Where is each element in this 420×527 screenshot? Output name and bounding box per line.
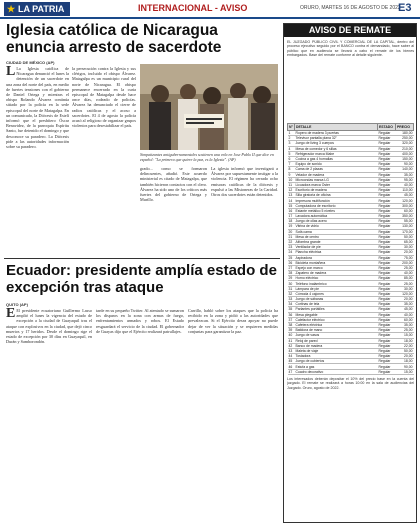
table-cell-n: 45 — [288, 359, 295, 364]
table-cell-state: Regular — [378, 281, 396, 286]
table-cell-n: 8 — [288, 167, 295, 172]
table-cell-detail: Refrigerador marca Mabe — [295, 151, 378, 156]
table-cell-price: 95,00 — [396, 177, 414, 182]
table-cell-detail: Microondas marca LG — [295, 177, 378, 182]
table-cell-detail: Computadora de escritorio — [295, 203, 378, 208]
table-cell-price: 90,00 — [396, 364, 414, 369]
column-header: N° — [289, 125, 293, 129]
table-cell-price: 140,00 — [396, 167, 414, 172]
table-cell-n: 18 — [288, 219, 295, 224]
table-cell-detail: Reloj de pared — [295, 338, 378, 343]
table-cell-detail: Juego de living 3 cuerpos — [295, 141, 378, 146]
table-cell-detail: Impresora multifunción — [295, 198, 378, 203]
article1-column-4 — [211, 166, 278, 256]
table-cell-price: 35,00 — [396, 322, 414, 327]
table-cell-price: 20,00 — [396, 297, 414, 302]
table-cell-n: 1 — [288, 131, 295, 136]
table-cell-n: 40 — [288, 333, 295, 338]
table-cell-detail: Espejo con marco — [295, 265, 378, 270]
article1-col4-text: La iglesia informó que investigará a Álvarez por supuestamente instigar a la violencia. El régimen ha cerrado ocho emisoras católicas de la diócesis y expulsó a las Misioneras de la Caridad. Otros dos sacerdotes están detenidos. — [211, 166, 278, 198]
table-cell-state: Regular — [378, 338, 396, 343]
table-cell-price: 35,00 — [396, 302, 414, 307]
table-cell-n: 34 — [288, 302, 295, 307]
article1-photo — [140, 64, 278, 150]
section-divider — [4, 258, 280, 259]
table-cell-state: Regular — [378, 151, 396, 156]
table-cell-detail: Juego de vasos — [295, 333, 378, 338]
table-cell-n: 29 — [288, 276, 295, 281]
table-cell-price: 20,00 — [396, 354, 414, 359]
table-cell-n: 25 — [288, 255, 295, 260]
table-cell-price: 60,00 — [396, 208, 414, 213]
page-header — [0, 0, 420, 19]
table-cell-n: 47 — [288, 369, 295, 374]
article2-dateline: QUITO (AP) — [6, 302, 28, 307]
table-cell-state: Regular — [378, 156, 396, 161]
table-cell-n: 15 — [288, 203, 295, 208]
article1-column-2 — [72, 66, 136, 256]
table-cell-price: 200,00 — [396, 260, 414, 265]
drop-cap: E — [6, 308, 16, 321]
table-cell-n: 14 — [288, 198, 295, 203]
table-cell-state: Regular — [378, 250, 396, 255]
table-cell-state: Regular — [378, 214, 396, 219]
table-cell-price: 120,00 — [396, 198, 414, 203]
table-cell-detail: Sofá cama — [295, 229, 378, 234]
table-cell-price: 85,00 — [396, 276, 414, 281]
table-cell-n: 11 — [288, 182, 295, 187]
table-cell-detail: Mesa de comedor y 6 sillas — [295, 146, 378, 151]
table-cell-n: 20 — [288, 229, 295, 234]
page-number: E3 — [398, 2, 412, 14]
table-cell-n: 12 — [288, 188, 295, 193]
table-cell-n: 44 — [288, 354, 295, 359]
table-cell-price: 50,00 — [396, 234, 414, 239]
table-cell-n: 4 — [288, 146, 295, 151]
column-header: DETALLE — [295, 124, 378, 131]
table-cell-price: 130,00 — [396, 224, 414, 229]
table-cell-state: Regular — [378, 239, 396, 244]
table-cell-detail: Vitrina de vidrio — [295, 224, 378, 229]
table-cell-price: 60,00 — [396, 317, 414, 322]
table-cell-detail: Alfombra grande — [295, 239, 378, 244]
table-cell-price: 250,00 — [396, 136, 414, 141]
table-cell-price: 30,00 — [396, 245, 414, 250]
notice-footer: Los interesados deberán depositar el 10% del precio base en la cuenta del juzgado. El remate se realizará a horas 10:00 en la sala de audiencias del Juzgado. Oruro, agosto de 2022. — [287, 377, 414, 390]
table-cell-detail: Juego de ollas acero — [295, 219, 378, 224]
table-cell-n: 6 — [288, 156, 295, 161]
table-cell-detail: Cortinas de tela — [295, 302, 378, 307]
table-cell-detail: Velador de madera — [295, 172, 378, 177]
table-cell-price: 170,00 — [396, 229, 414, 234]
table-cell-price: 300,00 — [396, 203, 414, 208]
table-cell-state: Regular — [378, 208, 396, 213]
table-cell-n: 38 — [288, 322, 295, 327]
table-cell-price: 30,00 — [396, 286, 414, 291]
column-header: ESTADO — [378, 124, 396, 131]
table-cell-state: Regular — [378, 131, 396, 136]
table-cell-price: 15,00 — [396, 369, 414, 374]
table-cell-detail: Ropero de madera 3 puertas — [295, 131, 378, 136]
table-cell-n: 5 — [288, 151, 295, 156]
table-cell-price: 400,00 — [396, 151, 414, 156]
table-cell-detail: Cama de 2 plazas — [295, 167, 378, 172]
table-cell-detail: Cocina a gas 4 hornallas — [295, 156, 378, 161]
table-cell-detail: Banco de madera — [295, 343, 378, 348]
table-cell-state: Regular — [378, 177, 396, 182]
table-cell-detail: Tostadora — [295, 354, 378, 359]
table-cell-detail: Cómoda 4 cajones — [295, 291, 378, 296]
notice-intro: EL JUZGADO PÚBLICO CIVIL Y COMERCIAL DE LA CAPITAL, dentro del proceso ejecutivo seguido por el BANCO contra el demandado, hace saber al público que en audiencia se llevará a cabo el remate de los bienes embargados. Base del remate conforme al detalle siguiente. — [287, 40, 414, 58]
table-cell-state: Regular — [378, 297, 396, 302]
article1-dateline: CIUDAD DE MÉXICO (AP) — [6, 60, 55, 65]
table-cell-detail: Plancha eléctrica — [295, 250, 378, 255]
table-cell-n: 43 — [288, 348, 295, 353]
table-cell-n: 37 — [288, 317, 295, 322]
table-cell-n: 28 — [288, 271, 295, 276]
table-cell-state: Regular — [378, 172, 396, 177]
table-cell-detail: Parlantes portátiles — [295, 307, 378, 312]
table-cell-n: 21 — [288, 234, 295, 239]
table-cell-n: 46 — [288, 364, 295, 369]
table-cell-price: 55,00 — [396, 219, 414, 224]
table-cell-n: 39 — [288, 328, 295, 333]
table-cell-detail: Juego de cubiertos — [295, 359, 378, 364]
newspaper-logo — [4, 2, 70, 16]
table-cell-state: Regular — [378, 198, 396, 203]
logo-text: LA PATRIA — [18, 4, 65, 14]
table-cell-price: 22,00 — [396, 343, 414, 348]
article1-column-3 — [140, 166, 207, 256]
table-cell-detail: Estante metálico 5 niveles — [295, 208, 378, 213]
table-cell-state: Regular — [378, 302, 396, 307]
table-cell-n: 13 — [288, 193, 295, 198]
drop-cap: L — [6, 66, 16, 79]
table-cell-state: Regular — [378, 182, 396, 187]
table-cell-state: Regular — [378, 317, 396, 322]
table-cell-n: 9 — [288, 172, 295, 177]
table-cell-state: Regular — [378, 219, 396, 224]
table-cell-price: 320,00 — [396, 141, 414, 146]
table-cell-price: 45,00 — [396, 307, 414, 312]
table-cell-n: 26 — [288, 260, 295, 265]
table-cell-n: 31 — [288, 286, 295, 291]
table-cell-n: 27 — [288, 265, 295, 270]
table-cell-price: 120,00 — [396, 291, 414, 296]
table-cell-state: Regular — [378, 291, 396, 296]
table-cell-price: 65,00 — [396, 239, 414, 244]
table-cell-state: Regular — [378, 271, 396, 276]
table-cell-n: 16 — [288, 208, 295, 213]
table-cell-detail: Licuadora marca Oster — [295, 182, 378, 187]
table-cell-price: 350,00 — [396, 214, 414, 219]
table-cell-n: 42 — [288, 343, 295, 348]
table-cell-detail: Silla giratoria de oficina — [295, 193, 378, 198]
article2-col3-text: Carrillo, habló sobre los ataques que la policía ha recibido en la zona y pidió a las autoridades que prevalezcan. Si el Ejército desea apoyar no puede dejar de ver la situación y se requieren medidas conjuntas para garantizar la paz. — [188, 308, 278, 334]
article2-col2-text: tarde en su pequeño Twitter. Al atentado se sumaron los disparos en la zona con armas de fuego, enfrentamientos armados y robos. El Estado resguardará el servicio de la ciudad. El gobernador de Guayas dijo que el Ejército realizará patrullajes. — [96, 308, 184, 334]
table-cell-state: Regular — [378, 245, 396, 250]
auction-notice — [283, 23, 417, 523]
table-cell-detail: Escritorio de madera — [295, 188, 378, 193]
table-cell-price: 180,00 — [396, 131, 414, 136]
table-cell-state: Regular — [378, 312, 396, 317]
table-cell-n: 7 — [288, 162, 295, 167]
table-cell-state: Regular — [378, 359, 396, 364]
table-cell-price: 18,00 — [396, 359, 414, 364]
table-cell-price: 25,00 — [396, 265, 414, 270]
table-cell-price: 40,00 — [396, 271, 414, 276]
table-cell-state: Regular — [378, 229, 396, 234]
table-cell-n: 3 — [288, 141, 295, 146]
article1-col3-text: grado... como se formaron delincuentes, añadió. Este acuerdo ministerial es citado de Matagalpa, que también hicieron contactos con el clero. Álvarez ha sido uno de los críticos más fuertes del gobierno de Ortega y Murillo. — [140, 166, 207, 203]
notice-heading: AVISO DE REMATE — [284, 24, 416, 37]
table-cell-n: 19 — [288, 224, 295, 229]
table-cell-detail: Lámpara de pie — [295, 286, 378, 291]
article2-headline: Ecuador: presidente amplía estado de excepción tras ataque — [6, 262, 277, 296]
table-cell-state: Regular — [378, 369, 396, 374]
table-cell-detail: Batidora de mano — [295, 328, 378, 333]
table-cell-state: Regular — [378, 276, 396, 281]
table-cell-detail: Calefactor eléctrico — [295, 317, 378, 322]
table-cell-detail: Horno eléctrico — [295, 276, 378, 281]
table-cell-detail: Equipo de sonido — [295, 162, 378, 167]
table-cell-state: Regular — [378, 141, 396, 146]
table-cell-n: 33 — [288, 297, 295, 302]
table-cell-price: 90,00 — [396, 162, 414, 167]
table-cell-price: 25,00 — [396, 328, 414, 333]
crowd-photo-illustration — [140, 64, 278, 150]
table-cell-state: Regular — [378, 203, 396, 208]
table-cell-price: 25,00 — [396, 281, 414, 286]
table-cell-price: 110,00 — [396, 188, 414, 193]
table-cell-detail: Televisor pantalla plana 32" — [295, 136, 378, 141]
table-cell-state: Regular — [378, 333, 396, 338]
table-cell-state: Regular — [378, 328, 396, 333]
table-cell-detail: Mesa plegable — [295, 312, 378, 317]
table-cell-state: Regular — [378, 307, 396, 312]
table-cell-detail: Aspiradora — [295, 255, 378, 260]
table-cell-price: 75,00 — [396, 255, 414, 260]
table-cell-state: Regular — [378, 188, 396, 193]
table-row — [288, 369, 414, 374]
table-cell-price: 40,00 — [396, 312, 414, 317]
table-cell-state: Regular — [378, 193, 396, 198]
table-cell-detail: Zapatero de madera — [295, 271, 378, 276]
article2-column-3 — [188, 308, 278, 524]
table-cell-state: Regular — [378, 255, 396, 260]
photo-caption: Simpatizantes antigubernamentales sostienen una vela en Jose Pablo II que dice en español: "La primera que quiere la paz, es la Iglesia". (AP) — [140, 152, 274, 162]
table-cell-n: 17 — [288, 214, 295, 219]
table-cell-detail: Ventilador de pie — [295, 245, 378, 250]
table-cell-state: Regular — [378, 265, 396, 270]
table-cell-state: Regular — [378, 354, 396, 359]
table-cell-price: 35,00 — [396, 172, 414, 177]
table-cell-state: Regular — [378, 343, 396, 348]
table-cell-n: 35 — [288, 307, 295, 312]
table-cell-detail: Maleta de viaje — [295, 348, 378, 353]
table-cell-state: Regular — [378, 167, 396, 172]
table-cell-price: 40,00 — [396, 182, 414, 187]
table-cell-detail: Mesa de centro — [295, 234, 378, 239]
table-cell-detail: Juego de sábanas — [295, 297, 378, 302]
article1-headline: Iglesia católica de Nicaragua enuncia arresto de sacerdote — [6, 22, 222, 56]
table-cell-state: Regular — [378, 224, 396, 229]
table-cell-n: 22 — [288, 239, 295, 244]
table-cell-price: 15,00 — [396, 333, 414, 338]
table-cell-n: 32 — [288, 291, 295, 296]
section-title: INTERNACIONAL - AVISO — [138, 3, 248, 13]
table-cell-detail: Teléfono inalámbrico — [295, 281, 378, 286]
table-cell-detail: Bicicleta montañera — [295, 260, 378, 265]
article2-col1-text: El presidente ecuatoriano Guillermo Lasso amplió el lunes la vigencia del estado de excepción a la ciudad de Guayaquil tras el ataque con explosivos en la ciudad, que dejó cinco muertos y 17 heridos. Desde el domingo rige el estado de excepción por 30 días en Guayaquil, en Durán y Samborondón. — [6, 308, 92, 345]
table-cell-n: 2 — [288, 136, 295, 141]
table-cell-state: Regular — [378, 348, 396, 353]
table-cell-n: 10 — [288, 177, 295, 182]
table-cell-state: Regular — [378, 136, 396, 141]
table-cell-state: Regular — [378, 322, 396, 327]
table-cell-detail: Cuadro decorativo — [295, 369, 378, 374]
article2-column-2 — [96, 308, 184, 524]
table-cell-state: Regular — [378, 286, 396, 291]
table-cell-state: Regular — [378, 234, 396, 239]
table-cell-n: 41 — [288, 338, 295, 343]
article1-column-1 — [6, 66, 69, 256]
table-cell-price: 210,00 — [396, 146, 414, 151]
table-cell-detail: Cafetera eléctrica — [295, 322, 378, 327]
star-icon: ★ — [7, 4, 16, 14]
table-cell-n: 23 — [288, 245, 295, 250]
table-cell-price: 150,00 — [396, 156, 414, 161]
article1-col2-text: la persecución contra la Iglesia y sus clérigos, incluido el obispo Álvarez. Matagalpa es un municipio rural del norte de Nicaragua. El obispo permanece encerrado en la curia episcopal de Matagalpa desde hace once días, rodeado de policías. Álvarez ha denunciado el cierre de radios católicas y el acoso a sacerdotes. El 4 de agosto la policía acusó al religioso de organizar grupos violentos para desestabilizar el país. — [72, 66, 136, 129]
table-cell-price: 18,00 — [396, 338, 414, 343]
column-header: PRECIO — [396, 124, 414, 131]
table-cell-state: Regular — [378, 364, 396, 369]
table-cell-n: 30 — [288, 281, 295, 286]
table-cell-state: Regular — [378, 162, 396, 167]
issue-date: ORURO, MARTES 16 DE AGOSTO DE 2022 — [300, 5, 401, 11]
article1-col1-text: La Iglesia católica de Nicaragua denunció el lunes la detención de un sacerdote en una zona del norte del país, en medio de fuertes tensiones con el gobierno de Daniel Ortega y mientras el obispo Rolando Álvarez continúa sitiado por la policía en la sede episcopal del norte de Matagalpa. En un comunicado, la Diócesis de Estelí informó que el presbítero Óscar Benavidez, de la parroquia Espíritu Santo, fue detenido el domingo y que desconoce su paradero. La Diócesis pide a las autoridades información sobre su paradero. — [6, 66, 69, 150]
table-cell-price: 50,00 — [396, 348, 414, 353]
table-cell-price: 45,00 — [396, 193, 414, 198]
table-cell-price: 20,00 — [396, 250, 414, 255]
table-cell-state: Regular — [378, 260, 396, 265]
auction-items-table — [287, 123, 414, 375]
table-header-row — [288, 124, 414, 131]
table-cell-state: Regular — [378, 146, 396, 151]
table-cell-detail: Lavadora automática — [295, 214, 378, 219]
table-cell-detail: Estufa a gas — [295, 364, 378, 369]
table-cell-n: 36 — [288, 312, 295, 317]
article2-column-1 — [6, 308, 92, 524]
table-cell-n: 24 — [288, 250, 295, 255]
